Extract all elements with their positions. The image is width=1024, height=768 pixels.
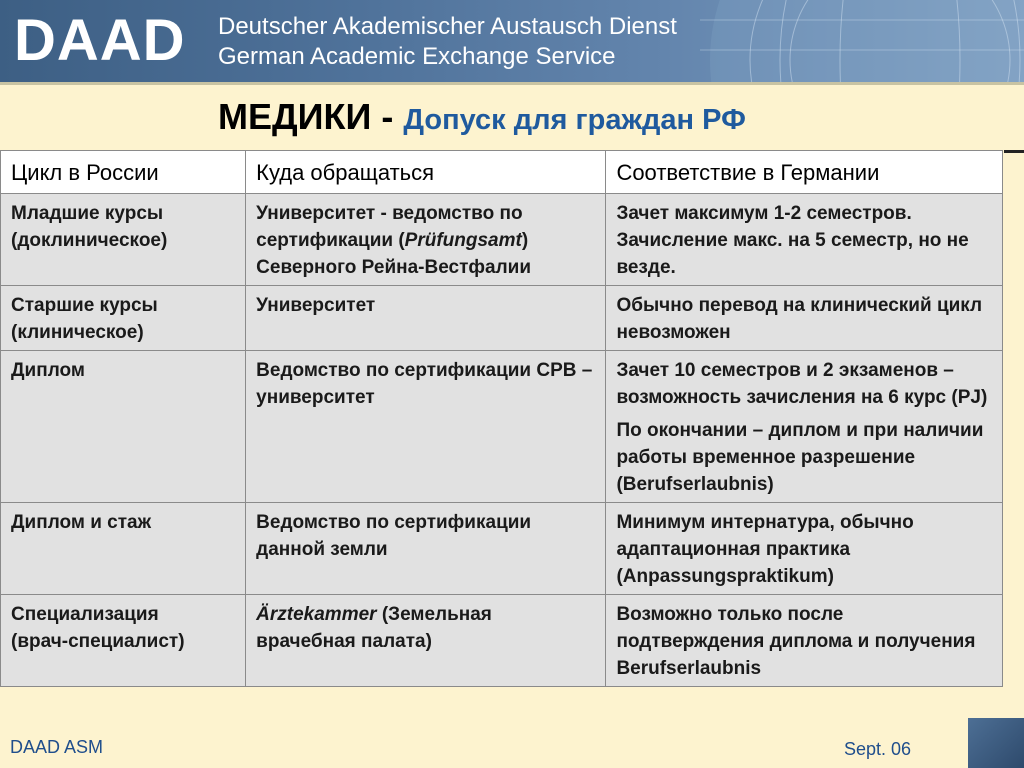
cell-cycle bbox=[1, 351, 246, 503]
cell-text: Университет bbox=[256, 295, 376, 316]
table-row bbox=[1, 286, 1003, 351]
cell-text: (доклиническое) bbox=[11, 230, 168, 251]
header-divider bbox=[0, 82, 1024, 85]
table-header-row bbox=[1, 151, 1003, 194]
cell-germany bbox=[606, 286, 1003, 351]
cell-text: ) Северного Рейна-Вестфалии bbox=[256, 230, 532, 278]
cell-cycle bbox=[1, 503, 246, 595]
org-name-german: Deutscher Akademischer Austausch Dienst bbox=[218, 13, 677, 40]
footer-org: DAAD ASM bbox=[10, 737, 104, 757]
header-cell-where: Куда обращаться bbox=[246, 151, 606, 194]
cell-paragraph: Зачет 10 семестров и 2 экзаменов – возможность зачисления на 6 курс (PJ) bbox=[616, 360, 988, 408]
cell-germany bbox=[606, 194, 1003, 286]
cell-text-italic: Prüfungsamt bbox=[404, 230, 522, 251]
table-row bbox=[1, 194, 1003, 286]
header-banner bbox=[0, 0, 1024, 82]
cell-where bbox=[246, 595, 606, 687]
cell-germany bbox=[606, 595, 1003, 687]
cell-text: (клиническое) bbox=[11, 322, 144, 343]
cell-where bbox=[246, 503, 606, 595]
cell-paragraph: Возможно только после подтверждения диплома и получения Berufserlaubnis bbox=[616, 604, 976, 679]
cell-where bbox=[246, 286, 606, 351]
cell-text: (врач-специалист) bbox=[11, 631, 185, 652]
slide-title bbox=[218, 96, 746, 138]
title-main: МЕДИКИ bbox=[218, 96, 372, 137]
cell-germany bbox=[606, 503, 1003, 595]
cell-text: Диплом и стаж bbox=[11, 512, 152, 533]
cell-paragraph: Зачет максимум 1-2 семестров. Зачисление макс. на 5 семестр, но не везде. bbox=[616, 203, 969, 278]
table-row bbox=[1, 351, 1003, 503]
header-cell-cycle: Цикл в России bbox=[1, 151, 246, 194]
cell-germany bbox=[606, 351, 1003, 503]
header-cell-germany: Соответствие в Германии bbox=[606, 151, 1003, 194]
admission-table bbox=[0, 150, 1003, 687]
cell-paragraph: Минимум интернатура, обычно адаптационная практика (Anpassungspraktikum) bbox=[616, 512, 914, 587]
table-row bbox=[1, 503, 1003, 595]
title-separator: - bbox=[371, 96, 404, 137]
cell-text: Ведомство по сертификации данной земли bbox=[256, 512, 532, 560]
cell-where bbox=[246, 194, 606, 286]
daad-logo: DAAD bbox=[14, 8, 186, 73]
cell-cycle bbox=[1, 286, 246, 351]
cell-text: Диплом bbox=[11, 360, 85, 381]
cell-text: Ведомство по сертификации СРВ – университет bbox=[256, 360, 593, 408]
cell-text-italic: Ärztekammer bbox=[256, 604, 377, 625]
footer-date: Sept. 06 bbox=[844, 739, 912, 759]
cell-cycle bbox=[1, 194, 246, 286]
cell-paragraph: Обычно перевод на клинический цикл невозможен bbox=[616, 295, 983, 343]
title-subtitle: Допуск для граждан РФ bbox=[403, 104, 746, 136]
cell-text: Старшие курсы bbox=[11, 295, 158, 316]
cell-text: (Земельная врачебная палата) bbox=[256, 604, 492, 652]
cell-text: Университет - ведомство по сертификации ( bbox=[256, 203, 523, 251]
org-name-english: German Academic Exchange Service bbox=[218, 43, 616, 70]
corner-decoration bbox=[968, 718, 1024, 768]
title-rule bbox=[1004, 150, 1024, 153]
cell-text: Младшие курсы bbox=[11, 203, 164, 224]
cell-paragraph: По окончании – диплом и при наличии работы временное разрешение (Berufserlaubnis) bbox=[616, 420, 984, 495]
cell-where bbox=[246, 351, 606, 503]
cell-text: Специализация bbox=[11, 604, 159, 625]
table-row bbox=[1, 595, 1003, 687]
cell-cycle bbox=[1, 595, 246, 687]
